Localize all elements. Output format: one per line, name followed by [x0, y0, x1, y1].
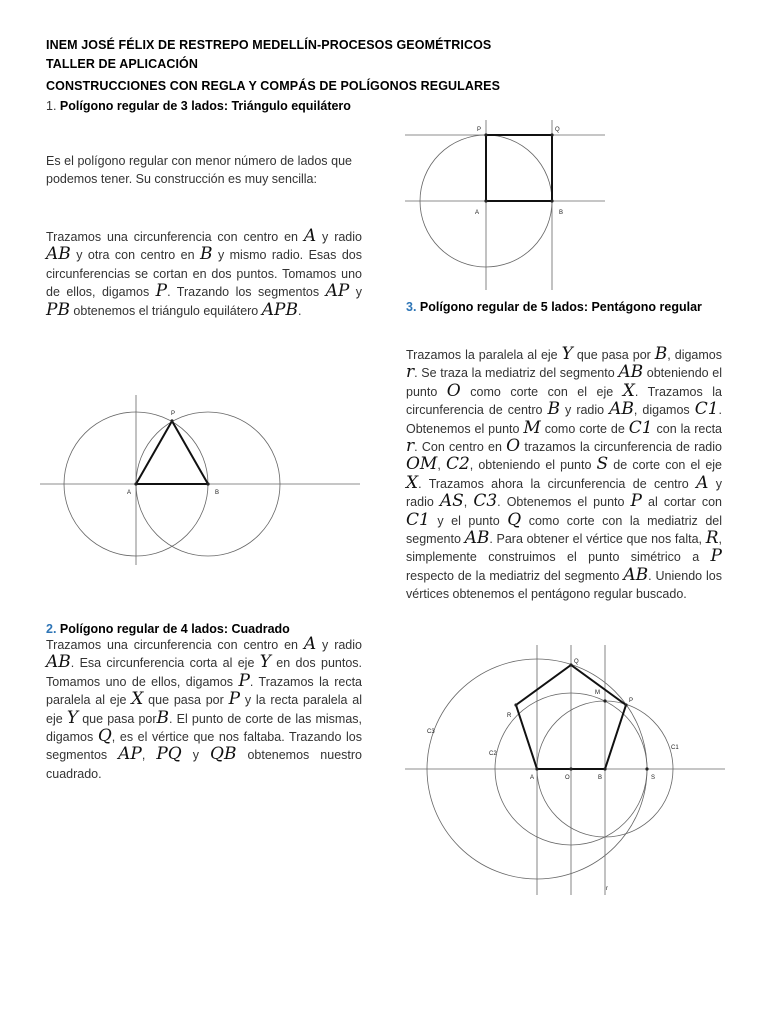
s3-text: . Obtenemos el punto	[406, 403, 722, 436]
point-a	[484, 199, 487, 202]
s3-text: Trazamos la paralela al eje	[406, 348, 562, 362]
s2-text: en dos puntos. Tomamos uno de ellos, digamos	[46, 656, 362, 689]
s3-math: B	[547, 399, 561, 420]
label-q: Q	[574, 659, 579, 665]
pentagon-figure	[405, 645, 725, 895]
s3-text: respecto de la mediatriz del segmento	[406, 568, 624, 583]
s1-math: APB	[261, 299, 298, 320]
point-a	[134, 482, 137, 485]
label-r: R	[507, 713, 512, 719]
s3-text: . Trazamos la circunferencia de centro	[406, 384, 722, 418]
section1-intro: Es el polígono regular con menor número de lados que podemos tener. Su construcción es muy sencilla:	[46, 154, 352, 187]
header-school: INEM JOSÉ FÉLIX DE RESTREPO MEDELLÍN-PROCESOS GEOMÉTRICOS	[46, 38, 492, 52]
point-b	[603, 767, 606, 770]
s2-math: P	[228, 689, 241, 710]
s2-math: X	[131, 689, 144, 710]
s1-text: y mismo radio. Esas dos circunferencias se cortan en dos puntos. Tomamos uno de ellos, digamos	[46, 248, 362, 300]
triangle-figure	[40, 395, 360, 565]
s1-math: A	[303, 226, 317, 246]
section3-number: 3.	[406, 300, 417, 314]
s3-text: que pasa por	[572, 348, 655, 362]
s3-math: Y	[561, 344, 573, 364]
square-apqb	[486, 135, 552, 201]
s3-math: C1	[694, 399, 719, 420]
label-q: Q	[555, 127, 560, 133]
s3-text: como corte con el eje	[460, 384, 623, 399]
label-p: P	[477, 127, 482, 133]
label-m: M	[595, 690, 600, 696]
s1-text: y radio	[316, 230, 362, 244]
s3-text: trazamos la circunferencia de radio	[520, 440, 722, 455]
s3-math: AB	[464, 528, 490, 549]
s1-text: y	[349, 285, 362, 300]
s3-text: y radio	[560, 403, 610, 418]
s2-text: ,	[141, 748, 157, 763]
point-a	[535, 767, 538, 770]
s1-text: Trazamos una circunferencia con centro en	[46, 230, 304, 244]
label-line-r: r	[606, 886, 608, 892]
section2-number: 2.	[46, 622, 57, 636]
point-p	[624, 703, 627, 706]
s3-math: A	[696, 472, 709, 493]
label-p: P	[171, 411, 176, 417]
s3-math: R	[705, 528, 719, 549]
s2-text: que pasa por	[78, 711, 157, 726]
section1-title: Polígono regular de 3 lados: Triángulo equilátero	[59, 99, 351, 113]
section2-heading	[46, 621, 366, 637]
s2-text: obtenemos nuestro cuadrado.	[46, 748, 362, 781]
s3-text: . Obtenemos el punto	[497, 495, 631, 510]
section1-body	[46, 228, 362, 320]
point-q	[550, 133, 553, 136]
label-b: B	[215, 490, 220, 496]
s3-math: O	[446, 380, 461, 401]
s2-math: A	[303, 634, 317, 654]
s3-text: ,	[463, 495, 474, 510]
point-m	[603, 699, 606, 702]
s3-math: C2	[445, 454, 470, 475]
s3-math: X	[622, 380, 635, 401]
s3-text: con la recta	[652, 421, 723, 436]
s3-math: M	[523, 417, 541, 438]
label-c3: C3	[427, 729, 435, 735]
label-b: B	[559, 210, 564, 216]
s3-math: C1	[628, 417, 653, 438]
s3-math: AS	[439, 491, 464, 512]
header-topic: CONSTRUCCIONES CON REGLA Y COMPÁS DE POLÍGONOS REGULARES	[46, 79, 501, 93]
s3-math: C1	[406, 509, 430, 530]
label-p: P	[629, 698, 634, 704]
s2-math: P	[238, 670, 250, 691]
s1-text: obtenemos el triángulo equilátero	[69, 303, 262, 318]
s3-text: . Con centro en	[414, 440, 507, 455]
s3-text: al cortar con	[641, 495, 722, 510]
s2-text: , es el vértice que nos faltaba. Trazando los segmentos	[46, 730, 362, 763]
label-o: O	[565, 775, 570, 781]
s3-math: r	[406, 436, 415, 457]
point-q	[569, 663, 572, 666]
s3-text: . Para obtener el vértice que nos falta,	[489, 532, 706, 547]
section3-heading	[406, 299, 724, 315]
s3-math: AB	[618, 362, 644, 383]
s2-text: . El punto de corte de las mismas, digamos	[46, 711, 363, 745]
s2-math: Y	[66, 707, 79, 728]
s3-math: S	[596, 454, 609, 475]
s3-text: como corte con la mediatriz del segmento	[406, 513, 723, 547]
s3-math: P	[630, 491, 642, 512]
s2-text: . Trazamos la recta paralela al eje	[46, 674, 362, 708]
s3-text: , obteniendo el punto	[469, 458, 597, 473]
label-b: B	[598, 775, 603, 781]
s3-text: , digamos	[667, 348, 722, 362]
s3-math: P	[710, 546, 722, 567]
s3-text: . Se traza la mediatriz del segmento	[414, 366, 619, 381]
s2-text: Trazamos una circunferencia con centro en	[46, 638, 304, 652]
s3-math: B	[654, 344, 668, 364]
s3-text: , digamos	[633, 403, 695, 418]
point-r	[514, 703, 517, 706]
s2-math: B	[156, 707, 170, 728]
s3-text: . Uniendo los vértices obtenemos el pentágono regular buscado.	[406, 568, 722, 602]
section3-body	[406, 346, 722, 604]
triangle-apb	[136, 421, 208, 484]
section1-heading	[46, 98, 362, 114]
s2-math: Q	[97, 726, 112, 747]
s3-math: O	[506, 436, 521, 457]
label-c2: C2	[489, 751, 497, 757]
s2-math: AB	[46, 652, 71, 673]
label-s: S	[651, 775, 656, 781]
s2-math: QB	[210, 744, 237, 765]
section1-number: 1.	[46, 99, 57, 113]
s3-math: r	[406, 362, 415, 383]
s2-text: y	[181, 748, 211, 763]
s3-math: AB	[623, 564, 649, 585]
square-figure	[405, 120, 605, 290]
label-a: A	[475, 210, 480, 216]
s1-math: P	[155, 281, 168, 302]
s1-math: AP	[325, 281, 350, 302]
section2-title: Polígono regular de 4 lados: Cuadrado	[59, 622, 290, 636]
s3-math: X	[406, 472, 419, 493]
s1-math: B	[200, 244, 213, 265]
s3-text: de corte con el eje	[608, 458, 722, 473]
section2-body	[46, 636, 362, 783]
s3-text: como corte de	[540, 421, 629, 436]
s1-text: .	[297, 303, 302, 318]
s3-text: , simplemente construimos el punto simétrico a	[406, 532, 722, 565]
section3-title: Polígono regular de 5 lados: Pentágono regular	[419, 300, 702, 314]
label-c1: C1	[671, 745, 679, 751]
s1-text: . Trazando los segmentos	[167, 285, 326, 300]
label-a: A	[127, 490, 132, 496]
s3-text: . Trazamos ahora la circunferencia de centro	[418, 476, 697, 491]
s2-text: y radio	[316, 638, 362, 652]
s2-math: AP	[118, 744, 142, 765]
s2-text: y la recta paralela al eje	[46, 693, 363, 726]
s3-text: y el punto	[429, 513, 508, 528]
s3-text: obteniendo el punto	[406, 366, 723, 399]
s3-math: OM	[406, 454, 438, 475]
s3-math: Q	[507, 509, 522, 530]
s2-math: PQ	[156, 744, 182, 765]
point-p	[170, 419, 173, 422]
header-workshop: TALLER DE APLICACIÓN	[46, 57, 198, 71]
s3-math: C3	[473, 491, 498, 512]
point-s	[645, 767, 648, 770]
point-o	[569, 767, 572, 770]
point-b	[550, 199, 553, 202]
s2-text: . Esa circunferencia corta al eje	[70, 656, 260, 671]
s2-text: que pasa por	[143, 693, 229, 708]
s1-math: PB	[46, 299, 70, 320]
s1-math: AB	[46, 244, 71, 265]
s2-math: Y	[259, 652, 271, 673]
point-b	[206, 482, 209, 485]
point-p	[484, 133, 487, 136]
label-a: A	[530, 775, 535, 781]
s3-text: y radio	[406, 476, 722, 510]
s3-text: ,	[437, 458, 446, 473]
s1-text: y otra con centro en	[70, 248, 201, 263]
s3-math: AB	[609, 399, 634, 420]
